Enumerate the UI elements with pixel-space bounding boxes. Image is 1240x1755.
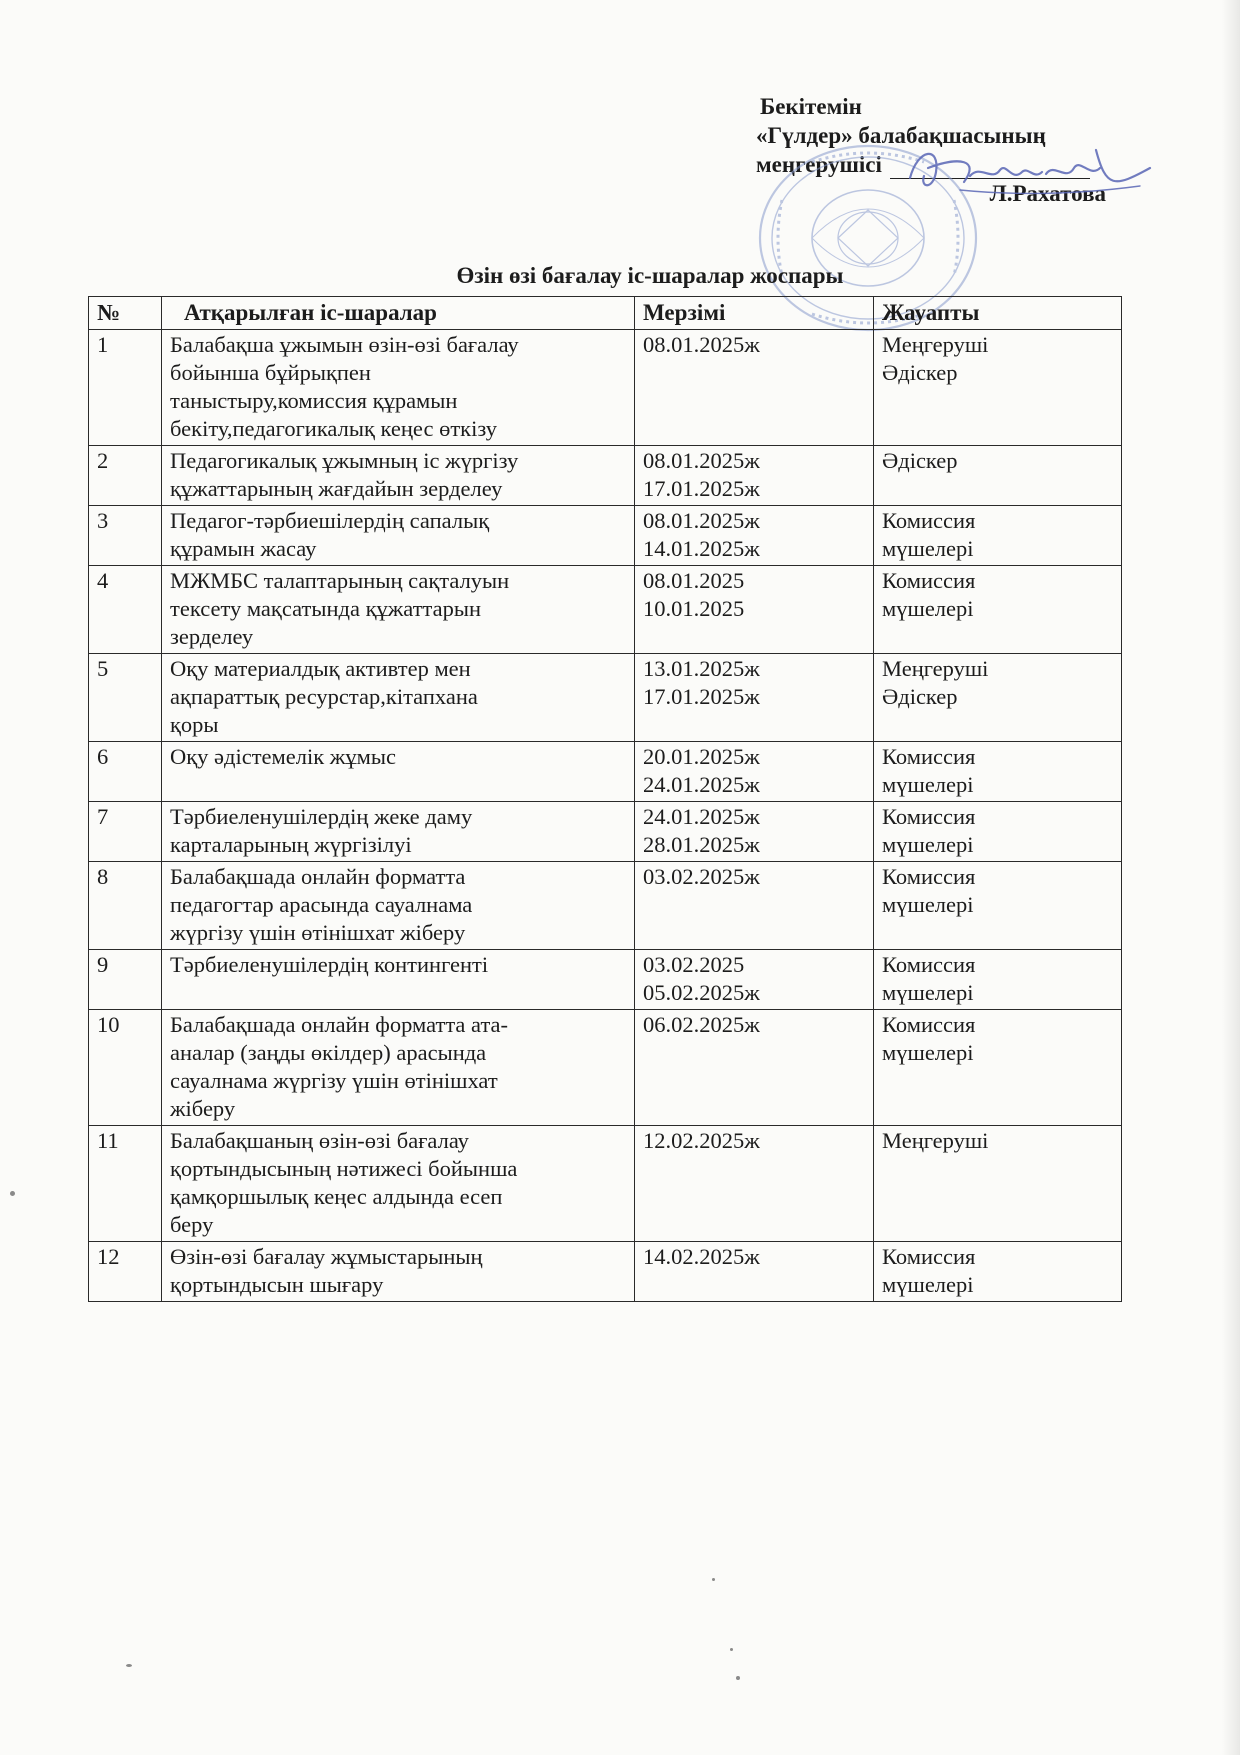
- activity-cell-line: Педагог-тәрбиешілердің сапалық: [170, 508, 490, 533]
- activity-cell: [162, 1126, 635, 1242]
- responsible-cell-line: Әдіскер: [882, 360, 958, 385]
- row-number: 8: [89, 862, 162, 950]
- responsible-cell-line: Комиссия: [882, 568, 976, 593]
- responsible-cell-line: мүшелері: [882, 772, 974, 797]
- activity-cell: [162, 446, 635, 506]
- deadline-cell-line: 08.01.2025: [643, 568, 745, 593]
- activity-cell-line: жүргізу үшін өтінішхат жіберу: [170, 920, 466, 945]
- activity-cell: [162, 950, 635, 1010]
- activity-cell-line: қортындысын шығару: [170, 1272, 384, 1297]
- row-number: 10: [89, 1010, 162, 1126]
- deadline-cell: [635, 742, 874, 802]
- responsible-cell-line: мүшелері: [882, 1040, 974, 1065]
- deadline-cell-line: 05.02.2025ж: [643, 980, 760, 1005]
- row-number: 4: [89, 566, 162, 654]
- responsible-cell: [874, 742, 1122, 802]
- activity-cell-line: Балабақшада онлайн форматта ата-: [170, 1012, 509, 1037]
- responsible-cell-line: Комиссия: [882, 864, 976, 889]
- deadline-cell: [635, 446, 874, 506]
- activity-cell-line: Оқу әдістемелік жұмыс: [170, 744, 396, 769]
- table-row: [89, 446, 1122, 506]
- deadline-cell-line: 08.01.2025ж: [643, 508, 760, 533]
- responsible-cell-line: Комиссия: [882, 1244, 976, 1269]
- table-row: [89, 862, 1122, 950]
- deadline-cell: [635, 1010, 874, 1126]
- table-row: [89, 506, 1122, 566]
- activity-cell-line: Тәрбиеленушілердің жеке даму: [170, 804, 473, 829]
- approval-position-line: [756, 150, 1136, 179]
- table-row: [89, 1010, 1122, 1126]
- responsible-cell: [874, 654, 1122, 742]
- table-row: [89, 742, 1122, 802]
- activity-cell-line: Педагогикалық ұжымның іс жүргізу: [170, 448, 519, 473]
- responsible-cell: [874, 1126, 1122, 1242]
- activity-cell: [162, 566, 635, 654]
- activity-cell-line: бойынша бұйрықпен: [170, 360, 371, 385]
- row-number: 6: [89, 742, 162, 802]
- deadline-cell-line: 17.01.2025ж: [643, 476, 760, 501]
- table-body: [89, 330, 1122, 1302]
- activity-cell-line: Оқу материалдық активтер мен: [170, 656, 471, 681]
- responsible-cell-line: Меңгеруші: [882, 1128, 989, 1153]
- activity-cell: [162, 862, 635, 950]
- deadline-cell-line: 24.01.2025ж: [643, 804, 760, 829]
- table-row: [89, 1126, 1122, 1242]
- deadline-cell-line: 03.02.2025ж: [643, 864, 760, 889]
- responsible-cell: [874, 802, 1122, 862]
- responsible-cell-line: Комиссия: [882, 804, 976, 829]
- deadline-cell: [635, 506, 874, 566]
- table-row: [89, 1242, 1122, 1302]
- deadline-cell-line: 10.01.2025: [643, 596, 745, 621]
- approval-heading: Бекітемін: [760, 94, 862, 119]
- activity-cell-line: Тәрбиеленушілердің контингенті: [170, 952, 489, 977]
- row-number: 2: [89, 446, 162, 506]
- activity-cell: [162, 506, 635, 566]
- responsible-cell-line: Әдіскер: [882, 684, 958, 709]
- activity-cell-line: беру: [170, 1212, 214, 1237]
- activity-cell-line: жіберу: [170, 1096, 236, 1121]
- deadline-cell-line: 03.02.2025: [643, 952, 745, 977]
- scan-speck: [126, 1664, 132, 1667]
- responsible-cell-line: мүшелері: [882, 596, 974, 621]
- table-row: [89, 802, 1122, 862]
- deadline-cell-line: 14.02.2025ж: [643, 1244, 760, 1269]
- responsible-cell-line: Комиссия: [882, 744, 976, 769]
- column-header-deadline: Мерзімі: [635, 297, 874, 330]
- document-title: Өзін өзі бағалау іс-шаралар жоспары: [456, 263, 844, 288]
- activity-cell-line: қоры: [170, 712, 219, 737]
- deadline-cell-line: 14.01.2025ж: [643, 536, 760, 561]
- activity-cell-line: құрамын жасау: [170, 536, 317, 561]
- activity-cell-line: аналар (заңды өкілдер) арасында: [170, 1040, 487, 1065]
- responsible-cell: [874, 566, 1122, 654]
- deadline-cell-line: 28.01.2025ж: [643, 832, 760, 857]
- row-number: 5: [89, 654, 162, 742]
- activity-cell-line: қортындысының нәтижесі бойынша: [170, 1156, 518, 1181]
- activity-cell-line: ақпараттық ресурстар,кітапхана: [170, 684, 478, 709]
- approver-name: Л.Рахатова: [989, 181, 1106, 206]
- row-number: 1: [89, 330, 162, 446]
- deadline-cell: [635, 1126, 874, 1242]
- activity-cell-line: МЖМБС талаптарының сақталуын: [170, 568, 510, 593]
- table-header-row: [89, 297, 1122, 330]
- responsible-cell-line: мүшелері: [882, 980, 974, 1005]
- responsible-cell-line: Меңгеруші: [882, 332, 989, 357]
- deadline-cell: [635, 1242, 874, 1302]
- activity-plan-table: [88, 296, 1122, 1302]
- activity-cell: [162, 654, 635, 742]
- activity-cell: [162, 330, 635, 446]
- activity-cell-line: Балабақша ұжымын өзін-өзі бағалау: [170, 332, 519, 357]
- row-number: 11: [89, 1126, 162, 1242]
- activity-cell-line: қамқоршылық кеңес алдында есеп: [170, 1184, 503, 1209]
- responsible-cell-line: Әдіскер: [882, 448, 958, 473]
- deadline-cell-line: 20.01.2025ж: [643, 744, 760, 769]
- deadline-cell: [635, 862, 874, 950]
- responsible-cell: [874, 950, 1122, 1010]
- signature-line: [890, 156, 1090, 179]
- deadline-cell: [635, 566, 874, 654]
- activity-cell-line: Өзін-өзі бағалау жұмыстарының: [170, 1244, 483, 1269]
- activity-cell-line: карталарының жүргізілуі: [170, 832, 412, 857]
- activity-cell: [162, 1010, 635, 1126]
- kindergarten-name: «Гүлдер» балабақшасының: [756, 123, 1046, 148]
- deadline-cell-line: 08.01.2025ж: [643, 332, 760, 357]
- deadline-cell-line: 13.01.2025ж: [643, 656, 760, 681]
- scan-speck: [730, 1648, 733, 1651]
- scan-speck: [10, 1191, 15, 1196]
- deadline-cell: [635, 802, 874, 862]
- activity-cell: [162, 742, 635, 802]
- table-row: [89, 566, 1122, 654]
- column-header-number: №: [89, 297, 162, 330]
- column-header-responsible: Жауапты: [874, 297, 1122, 330]
- table-row: [89, 654, 1122, 742]
- activity-cell: [162, 802, 635, 862]
- table-row: [89, 950, 1122, 1010]
- responsible-cell-line: Меңгеруші: [882, 656, 989, 681]
- deadline-cell-line: 12.02.2025ж: [643, 1128, 760, 1153]
- scan-speck: [736, 1676, 740, 1680]
- row-number: 9: [89, 950, 162, 1010]
- responsible-cell-line: Комиссия: [882, 1012, 976, 1037]
- approval-position: меңгерушісі: [756, 152, 882, 177]
- responsible-cell-line: мүшелері: [882, 536, 974, 561]
- responsible-cell: [874, 1242, 1122, 1302]
- activity-cell-line: таныстыру,комиссия құрамын: [170, 388, 458, 413]
- responsible-cell: [874, 506, 1122, 566]
- activity-cell-line: Балабақшада онлайн форматта: [170, 864, 466, 889]
- row-number: 3: [89, 506, 162, 566]
- deadline-cell-line: 17.01.2025ж: [643, 684, 760, 709]
- scan-edge-shadow: [1222, 0, 1240, 1755]
- activity-cell-line: педагогтар арасында сауалнама: [170, 892, 473, 917]
- approval-block: [756, 92, 1136, 208]
- responsible-cell-line: мүшелері: [882, 892, 974, 917]
- activity-cell: [162, 1242, 635, 1302]
- responsible-cell: [874, 862, 1122, 950]
- scan-speck: [712, 1578, 715, 1581]
- activity-cell-line: тексету мақсатында құжаттарын: [170, 596, 482, 621]
- responsible-cell-line: Комиссия: [882, 508, 976, 533]
- row-number: 12: [89, 1242, 162, 1302]
- deadline-cell-line: 08.01.2025ж: [643, 448, 760, 473]
- deadline-cell: [635, 950, 874, 1010]
- activity-cell-line: бекіту,педагогикалық кеңес өткізу: [170, 416, 497, 441]
- deadline-cell: [635, 654, 874, 742]
- activity-cell-line: зерделеу: [170, 624, 254, 649]
- column-header-activities: Атқарылған іс-шаралар: [162, 297, 635, 330]
- deadline-cell: [635, 330, 874, 446]
- responsible-cell-line: Комиссия: [882, 952, 976, 977]
- responsible-cell-line: мүшелері: [882, 1272, 974, 1297]
- table-row: [89, 330, 1122, 446]
- responsible-cell: [874, 330, 1122, 446]
- activity-cell-line: Балабақшаның өзін-өзі бағалау: [170, 1128, 469, 1153]
- activity-cell-line: құжаттарының жағдайын зерделеу: [170, 476, 503, 501]
- row-number: 7: [89, 802, 162, 862]
- responsible-cell-line: мүшелері: [882, 832, 974, 857]
- deadline-cell-line: 06.02.2025ж: [643, 1012, 760, 1037]
- responsible-cell: [874, 446, 1122, 506]
- responsible-cell: [874, 1010, 1122, 1126]
- deadline-cell-line: 24.01.2025ж: [643, 772, 760, 797]
- activity-cell-line: сауалнама жүргізу үшін өтінішхат: [170, 1068, 498, 1093]
